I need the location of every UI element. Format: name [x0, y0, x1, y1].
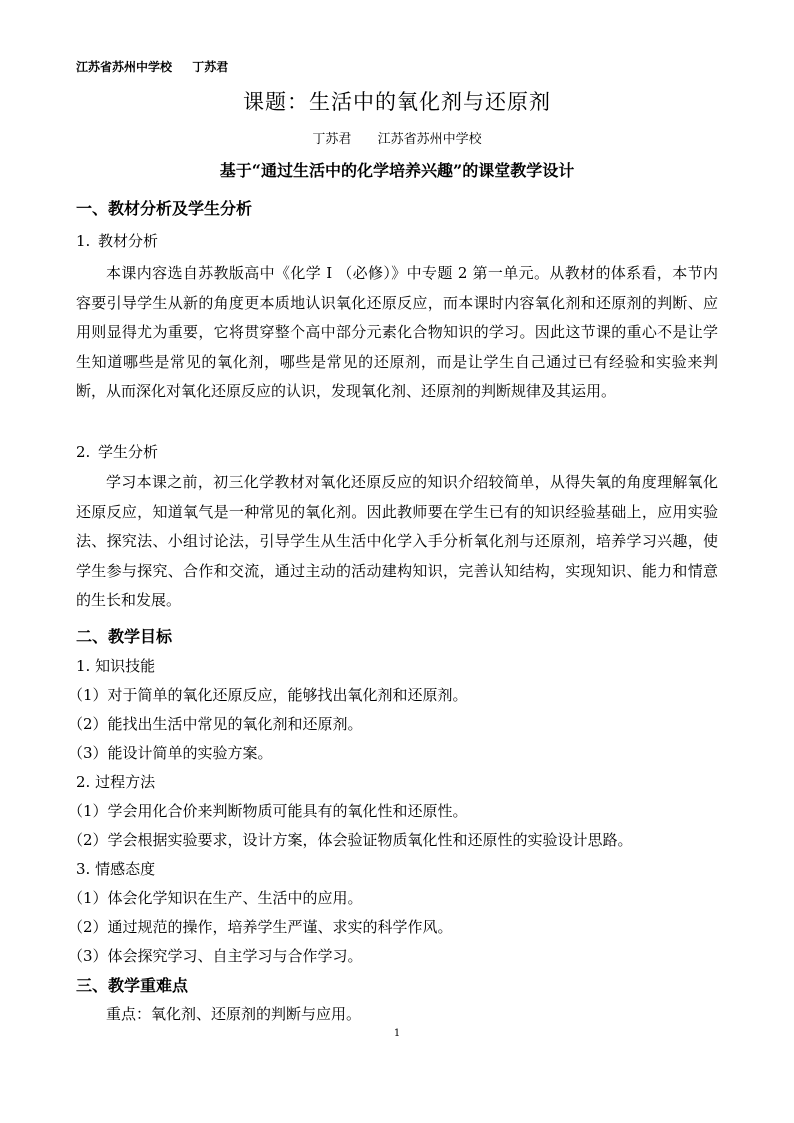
subheading-student-analysis — [76, 441, 718, 462]
goal-heading-process: 2. 过程方法 — [76, 773, 156, 791]
page-number: 1 — [393, 1028, 401, 1039]
goal-heading-knowledge: 1. 知识技能 — [76, 657, 156, 675]
byline-author: 丁苏君 — [312, 132, 352, 147]
list-item: （2）通过规范的操作，培养学生严谨、求实的科学作风。 — [68, 918, 453, 936]
list-item: （2）能找出生活中常见的氧化剂和还原剂。 — [68, 715, 363, 733]
goal-heading-attitude: 3. 情感态度 — [76, 860, 156, 878]
paragraph-student-analysis: 学习本课之前，初三化学教材对氧化还原反应的知识介绍较简单，从得失氧的角度理解氧化还原反应，知道氧气是一种常见的氧化剂。因此教师要在学生已有的知识经验基础上，应用实验法、探究法、小组讨论法，引导学生从生活中化学入手分析氧化剂与还原剂，培养学习兴趣，使学生参与探究、合作和交流，通过主动的活动建构知识，完善认知结构，实现知识、能力和情意的生长和发展。 — [76, 473, 718, 609]
running-header — [76, 58, 228, 75]
byline — [0, 128, 794, 147]
byline-school: 江苏省苏州中学校 — [377, 132, 482, 147]
subheading-textbook-analysis — [76, 230, 718, 251]
list-item: （3）能设计简单的实验方案。 — [68, 744, 273, 762]
header-author: 丁苏君 — [192, 60, 229, 74]
header-school: 江苏省苏州中学校 — [76, 60, 173, 74]
section-heading-2: 二、教学目标 — [76, 627, 173, 646]
document-title: 课题：生活中的氧化剂与还原剂 — [243, 90, 551, 114]
section-heading-1: 一、教材分析及学生分析 — [76, 199, 253, 218]
document-subtitle: 基于“通过生活中的化学培养兴趣”的课堂教学设计 — [219, 161, 575, 180]
key-point-text: 重点：氧化剂、还原剂的判断与应用。 — [106, 1005, 362, 1023]
section-heading-3: 三、教学重难点 — [76, 976, 189, 995]
list-item: （1）体会化学知识在生产、生活中的应用。 — [68, 889, 363, 907]
list-item: （1）对于简单的氧化还原反应，能够找出氧化剂和还原剂。 — [68, 686, 468, 704]
subheading-number: 2. — [76, 443, 91, 461]
subheading-label: 学生分析 — [98, 443, 159, 461]
subheading-number: 1. — [76, 232, 91, 250]
paragraph-textbook-analysis: 本课内容选自苏教版高中《化学 I （必修）》中专题 2 第一单元。从教材的体系看，本节内容要引导学生从新的角度更本质地认识氧化还原反应，而本课时内容氧化剂和还原剂的判断、应用则显得尤为重要，它将贯穿整个高中部分元素化合物知识的学习。因此这节课的重心不是让学生知道哪些是常见的氧化剂，哪些是常见的还原剂，而是让学生自己通过已有经验和实验来判断，从而深化对氧化还原反应的认识，发现氧化剂、还原剂的判断规律及其运用。 — [76, 264, 718, 400]
list-item: （1）学会用化合价来判断物质可能具有的氧化性和还原性。 — [68, 802, 468, 820]
list-item: （3）体会探究学习、自主学习与合作学习。 — [68, 947, 363, 965]
subheading-label: 教材分析 — [98, 232, 159, 250]
list-item: （2）学会根据实验要求，设计方案，体会验证物质氧化性和还原性的实验设计思路。 — [68, 831, 633, 849]
